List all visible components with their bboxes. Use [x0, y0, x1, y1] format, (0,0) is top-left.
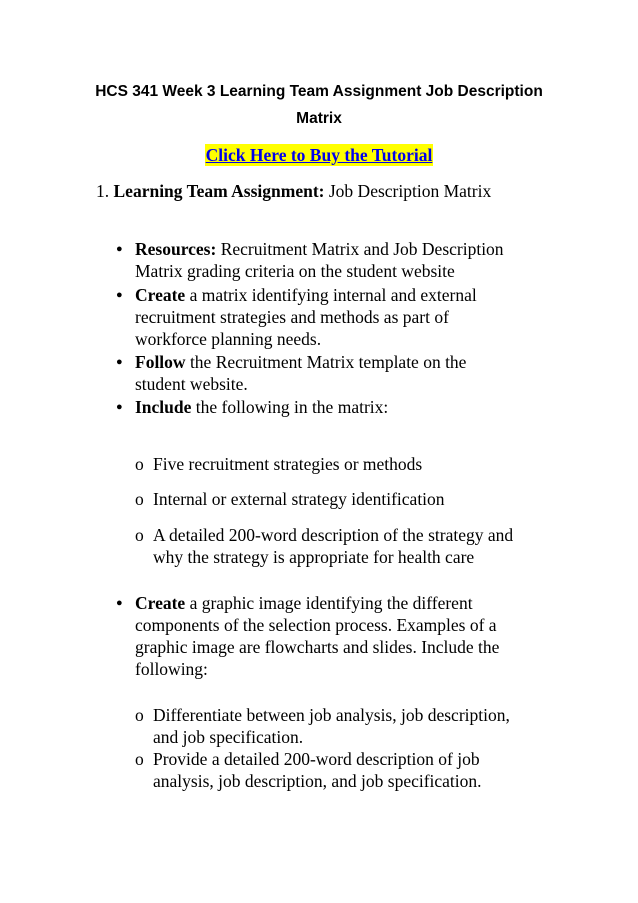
bullet-icon: ● — [116, 401, 123, 413]
sub-bullet-icon: o — [135, 489, 144, 509]
bullet-icon: ● — [116, 356, 123, 368]
item-number: 1. — [96, 181, 110, 201]
bullet-create-graphic-bold: Create — [135, 593, 186, 613]
item-heading: Learning Team Assignment: — [113, 181, 325, 201]
bullet-follow-line-2: student website. — [135, 374, 248, 394]
graphic-item-1-line-1: Differentiate between job analysis, job description, — [153, 705, 510, 725]
document-title — [60, 78, 578, 132]
bullet-create-graphic-text: a graphic image identifying the different — [185, 593, 473, 613]
bullet-include-bold: Include — [135, 397, 192, 417]
bullet-create-matrix-bold: Create — [135, 285, 186, 305]
graphic-item-2-line-1: Provide a detailed 200-word description of job — [153, 749, 480, 769]
include-item-2: Internal or external strategy identification — [153, 489, 445, 509]
bullet-resources-line-1 — [135, 238, 504, 260]
sub-bullet-icon: o — [135, 454, 144, 474]
bullet-create-graphic-line-1 — [135, 592, 473, 614]
include-item-3-line-2: why the strategy is appropriate for health care — [153, 547, 475, 567]
bullet-icon: ● — [116, 289, 123, 301]
include-item-1: Five recruitment strategies or methods — [153, 454, 423, 474]
sub-bullet-icon: o — [135, 525, 144, 545]
graphic-item-1-line-2: and job specification. — [153, 727, 304, 747]
bullet-create-matrix-text: a matrix identifying internal and external — [185, 285, 477, 305]
sub-bullet-icon: o — [135, 705, 144, 725]
graphic-item-2-line-2: analysis, job description, and job specification. — [153, 771, 482, 791]
bullet-include-line-1 — [135, 396, 388, 418]
bullet-follow-text: the Recruitment Matrix template on the — [185, 352, 467, 372]
bullet-follow-bold: Follow — [135, 352, 186, 372]
bullet-create-matrix-line-3: workforce planning needs. — [135, 329, 322, 349]
bullet-create-graphic-line-2: components of the selection process. Examples of a — [135, 615, 497, 635]
buy-tutorial-link[interactable]: Click Here to Buy the Tutorial — [205, 145, 433, 165]
item-heading-rest: Job Description Matrix — [324, 181, 492, 201]
bullet-create-matrix-line-1 — [135, 284, 477, 306]
bullet-resources-bold: Resources: — [135, 239, 217, 259]
bullet-create-graphic-line-3: graphic image are flowcharts and slides. Include the — [135, 637, 500, 657]
bullet-icon: ● — [116, 597, 123, 609]
bullet-icon: ● — [116, 243, 123, 255]
bullet-create-matrix-line-2: recruitment strategies and methods as part of — [135, 307, 449, 327]
bullet-create-graphic-line-4: following: — [135, 659, 208, 679]
tutorial-link-row — [0, 144, 638, 166]
bullet-follow-line-1 — [135, 351, 466, 373]
title-line-2: Matrix — [296, 110, 342, 127]
bullet-resources-text: Recruitment Matrix and Job Description — [216, 239, 504, 259]
bullet-resources-line-2: Matrix grading criteria on the student website — [135, 261, 455, 281]
title-line-1: HCS 341 Week 3 Learning Team Assignment Job Description — [95, 83, 543, 100]
numbered-item-1 — [96, 180, 491, 202]
sub-bullet-icon: o — [135, 749, 144, 769]
bullet-include-text: the following in the matrix: — [191, 397, 389, 417]
include-item-3-line-1: A detailed 200-word description of the strategy and — [153, 525, 514, 545]
